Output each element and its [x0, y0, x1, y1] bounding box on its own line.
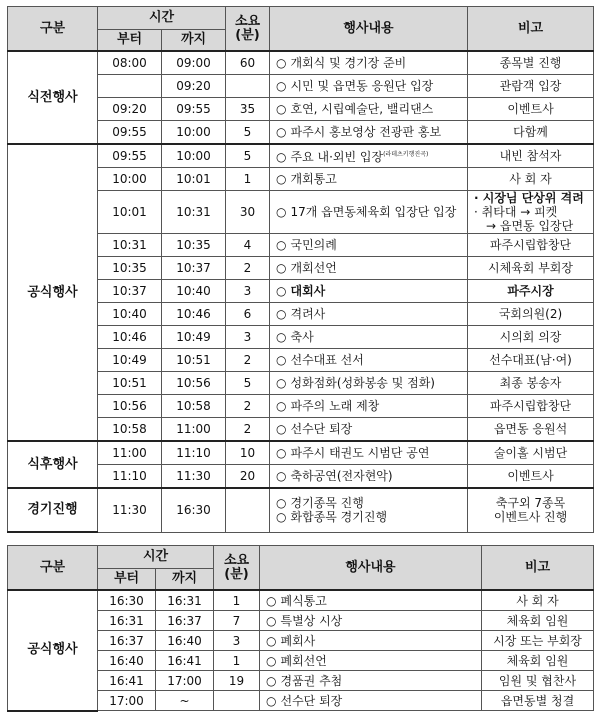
end-time: 09:00 — [162, 51, 226, 75]
bullet-marker: ○ — [276, 399, 287, 413]
event-text: 선수단 퇴장 — [280, 693, 343, 708]
start-time: 10:35 — [98, 257, 162, 280]
note-cell: 이벤트사 — [468, 465, 594, 489]
header-duration-line1: 소요 — [223, 552, 250, 568]
event-cell — [270, 303, 468, 326]
bullet-marker: ○ — [276, 446, 287, 460]
note-cell: 체육회 임원 — [482, 611, 594, 631]
event-cell — [270, 191, 468, 234]
bullet-marker: ○ — [276, 205, 287, 219]
note-cell: 종목별 진행 — [468, 51, 594, 75]
start-time: 16:41 — [98, 671, 156, 691]
duration: 5 — [226, 121, 270, 145]
duration — [226, 488, 270, 532]
header-from: 부터 — [98, 569, 156, 591]
duration: 2 — [226, 418, 270, 442]
duration: 2 — [226, 349, 270, 372]
header-note: 비고 — [468, 7, 594, 52]
start-time: 16:31 — [98, 611, 156, 631]
end-time: 10:51 — [162, 349, 226, 372]
note-cell: 사 회 자 — [468, 168, 594, 191]
group-label: 식후행사 — [8, 441, 98, 488]
event-text: 파주시 태권도 시범단 공연 — [290, 446, 430, 460]
table-row — [8, 441, 594, 465]
bullet-marker: ○ — [276, 102, 287, 116]
event-text: 성화점화(성화봉송 및 점화) — [290, 376, 435, 390]
event-text: 경품권 추첨 — [280, 673, 343, 688]
header-row — [8, 7, 594, 30]
start-time: 09:55 — [98, 144, 162, 168]
bullet-marker: ○ — [276, 150, 287, 164]
end-time: 10:40 — [162, 280, 226, 303]
event-cell — [270, 441, 468, 465]
event-cell — [270, 144, 468, 168]
note-cell: 시장 또는 부회장 — [482, 631, 594, 651]
end-time: ~ — [156, 691, 214, 711]
event-cell — [270, 234, 468, 257]
note-cell: 이벤트사 — [468, 98, 594, 121]
note-cell: 파주시립합창단 — [468, 234, 594, 257]
event-cell — [260, 671, 482, 691]
note-line: 이벤트사 진행 — [493, 510, 568, 525]
end-time: 10:58 — [162, 395, 226, 418]
event-cell — [260, 611, 482, 631]
header-category: 구분 — [8, 546, 98, 591]
header-duration-line2: (분) — [235, 27, 260, 43]
bullet-marker: ○ — [276, 125, 287, 139]
header-to: 까지 — [162, 30, 226, 52]
start-time: 16:40 — [98, 651, 156, 671]
duration: 3 — [226, 280, 270, 303]
event-annotation: (라데츠키행진곡) — [383, 151, 429, 158]
duration: 1 — [214, 651, 260, 671]
note-cell: 읍면동 응원석 — [468, 418, 594, 442]
header-row — [8, 546, 594, 569]
event-cell — [270, 121, 468, 145]
header-to: 까지 — [156, 569, 214, 591]
event-cell — [270, 349, 468, 372]
event-cell — [270, 418, 468, 442]
event-text: 파주의 노래 제창 — [290, 399, 380, 413]
event-text: 선수대표 선서 — [290, 353, 364, 367]
event-text: 파주시 홍보영상 전광판 홍보 — [290, 125, 442, 139]
duration — [214, 691, 260, 711]
header-note: 비고 — [482, 546, 594, 591]
duration: 1 — [226, 168, 270, 191]
bullet-marker: ○ — [276, 56, 287, 70]
event-cell — [270, 257, 468, 280]
duration: 35 — [226, 98, 270, 121]
bullet-marker: ○ — [266, 653, 277, 668]
start-time: 11:00 — [98, 441, 162, 465]
end-time: 10:49 — [162, 326, 226, 349]
closing-schedule-table — [7, 545, 594, 712]
event-text: 격려사 — [290, 307, 326, 321]
note-cell: 임원 및 협찬사 — [482, 671, 594, 691]
end-time: 16:40 — [156, 631, 214, 651]
bullet-marker: ○ — [266, 633, 277, 648]
header-duration-line2: (분) — [224, 566, 249, 582]
note-cell — [468, 191, 594, 234]
table-row — [8, 51, 594, 75]
end-time: 16:41 — [156, 651, 214, 671]
duration: 20 — [226, 465, 270, 489]
bullet-marker: ○ — [266, 673, 277, 688]
header-event: 행사내용 — [260, 546, 482, 591]
event-cell — [260, 651, 482, 671]
table-row — [8, 590, 594, 611]
note-line: → 읍면동 입장단 — [486, 219, 574, 233]
event-cell — [270, 395, 468, 418]
bullet-marker: ○ — [276, 261, 287, 275]
note-cell: 읍면동별 청결 — [482, 691, 594, 711]
event-cell — [270, 372, 468, 395]
bullet-marker: ○ — [276, 422, 287, 436]
note-cell: 시의회 의장 — [468, 326, 594, 349]
event-text: 선수단 퇴장 — [290, 422, 353, 436]
event-text: 대회사 — [290, 284, 326, 298]
header-duration — [214, 546, 260, 591]
duration: 1 — [214, 590, 260, 611]
event-text: 개회식 및 경기장 준비 — [290, 56, 407, 70]
start-time: 10:46 — [98, 326, 162, 349]
duration: 3 — [214, 631, 260, 651]
end-time: 16:30 — [162, 488, 226, 532]
note-cell: 다함께 — [468, 121, 594, 145]
note-cell: 시체육회 부회장 — [468, 257, 594, 280]
duration: 7 — [214, 611, 260, 631]
bullet-marker: ○ — [266, 613, 277, 628]
event-cell — [270, 465, 468, 489]
event-cell — [270, 280, 468, 303]
table-row — [8, 144, 594, 168]
note-line: · 시장님 단상위 격려 — [474, 191, 584, 205]
event-line — [276, 510, 464, 524]
duration: 60 — [226, 51, 270, 75]
end-time: 16:37 — [156, 611, 214, 631]
start-time: 10:49 — [98, 349, 162, 372]
bullet-marker: ○ — [266, 693, 277, 708]
header-time: 시간 — [98, 546, 214, 569]
start-time: 17:00 — [98, 691, 156, 711]
bullet-marker: ○ — [276, 284, 287, 298]
duration: 6 — [226, 303, 270, 326]
start-time: 10:31 — [98, 234, 162, 257]
header-time: 시간 — [98, 7, 226, 30]
duration: 2 — [226, 395, 270, 418]
header-event: 행사내용 — [270, 7, 468, 52]
note-cell: 술이홀 시범단 — [468, 441, 594, 465]
bullet-marker: ○ — [266, 593, 277, 608]
event-cell — [270, 98, 468, 121]
duration: 19 — [214, 671, 260, 691]
duration — [226, 75, 270, 98]
header-duration — [226, 7, 270, 52]
end-time: 10:56 — [162, 372, 226, 395]
event-text: 개회선언 — [290, 261, 337, 275]
duration: 5 — [226, 144, 270, 168]
note-line: · 취타대 → 피켓 — [474, 205, 558, 219]
end-time: 10:37 — [162, 257, 226, 280]
bullet-marker: ○ — [276, 238, 287, 252]
event-cell — [270, 168, 468, 191]
duration: 10 — [226, 441, 270, 465]
end-time: 10:00 — [162, 144, 226, 168]
start-time: 10:01 — [98, 191, 162, 234]
event-text: 축사 — [290, 330, 314, 344]
group-label: 경기진행 — [8, 488, 98, 532]
table-row — [8, 488, 594, 532]
header-from: 부터 — [98, 30, 162, 52]
note-cell: 선수대표(남·여) — [468, 349, 594, 372]
end-time: 16:31 — [156, 590, 214, 611]
bullet-marker: ○ — [276, 376, 287, 390]
group-label: 공식행사 — [8, 144, 98, 441]
group-label: 식전행사 — [8, 51, 98, 144]
start-time: 11:30 — [98, 488, 162, 532]
end-time: 11:30 — [162, 465, 226, 489]
note-line: 축구외 7종목 — [495, 496, 566, 511]
end-time: 10:46 — [162, 303, 226, 326]
duration: 3 — [226, 326, 270, 349]
event-text: 폐회사 — [280, 633, 316, 648]
start-time: 08:00 — [98, 51, 162, 75]
event-text: 특별상 시상 — [280, 613, 343, 628]
event-text: 폐식통고 — [280, 593, 327, 608]
note-cell: 체육회 임원 — [482, 651, 594, 671]
note-cell: 사 회 자 — [482, 590, 594, 611]
event-text: 화합종목 경기진행 — [290, 510, 388, 525]
start-time: 11:10 — [98, 465, 162, 489]
bullet-marker: ○ — [276, 172, 287, 186]
end-time: 17:00 — [156, 671, 214, 691]
note-cell: 파주시립합창단 — [468, 395, 594, 418]
start-time: 09:20 — [98, 98, 162, 121]
event-cell — [260, 631, 482, 651]
start-time: 16:37 — [98, 631, 156, 651]
bullet-marker: ○ — [276, 307, 287, 321]
start-time: 10:00 — [98, 168, 162, 191]
end-time: 09:55 — [162, 98, 226, 121]
end-time: 10:00 — [162, 121, 226, 145]
end-time: 10:35 — [162, 234, 226, 257]
event-text: 17개 읍면동체육회 입장단 입장 — [290, 205, 457, 219]
event-text: 주요 내·외빈 입장 — [290, 150, 384, 164]
end-time: 11:10 — [162, 441, 226, 465]
end-time: 10:01 — [162, 168, 226, 191]
bullet-marker: ○ — [276, 353, 287, 367]
start-time — [98, 75, 162, 98]
event-text: 시민 및 읍면동 응원단 입장 — [290, 79, 434, 93]
note-cell: 국회의원(2) — [468, 303, 594, 326]
start-time: 10:58 — [98, 418, 162, 442]
header-category: 구분 — [8, 7, 98, 52]
start-time: 10:56 — [98, 395, 162, 418]
event-text: 축하공연(전자현악) — [290, 469, 393, 483]
event-text: 경기종목 진행 — [290, 496, 364, 511]
start-time: 09:55 — [98, 121, 162, 145]
header-duration-line1: 소요 — [234, 13, 261, 29]
event-cell — [270, 326, 468, 349]
note-cell: 관람객 입장 — [468, 75, 594, 98]
end-time: 09:20 — [162, 75, 226, 98]
group-label: 공식행사 — [8, 590, 98, 711]
start-time: 10:51 — [98, 372, 162, 395]
bullet-marker: ○ — [276, 79, 287, 93]
note-cell — [468, 488, 594, 532]
note-cell: 내빈 참석자 — [468, 144, 594, 168]
duration: 30 — [226, 191, 270, 234]
duration: 4 — [226, 234, 270, 257]
end-time: 11:00 — [162, 418, 226, 442]
event-text: 개회통고 — [290, 172, 337, 186]
duration: 2 — [226, 257, 270, 280]
event-line — [276, 496, 464, 510]
event-cell — [270, 488, 468, 532]
start-time: 16:30 — [98, 590, 156, 611]
event-cell — [260, 590, 482, 611]
start-time: 10:37 — [98, 280, 162, 303]
event-cell — [270, 51, 468, 75]
bullet-marker: ○ — [276, 496, 287, 511]
start-time: 10:40 — [98, 303, 162, 326]
event-text: 호연, 시립예술단, 밸리댄스 — [290, 102, 434, 116]
bullet-marker: ○ — [276, 330, 287, 344]
ceremony-schedule-table — [7, 6, 594, 533]
event-text: 국민의례 — [290, 238, 337, 252]
event-cell — [270, 75, 468, 98]
event-cell — [260, 691, 482, 711]
note-cell: 최종 봉송자 — [468, 372, 594, 395]
end-time: 10:31 — [162, 191, 226, 234]
bullet-marker: ○ — [276, 510, 287, 525]
event-text: 폐회선언 — [280, 653, 327, 668]
note-cell: 파주시장 — [468, 280, 594, 303]
bullet-marker: ○ — [276, 469, 287, 483]
duration: 5 — [226, 372, 270, 395]
